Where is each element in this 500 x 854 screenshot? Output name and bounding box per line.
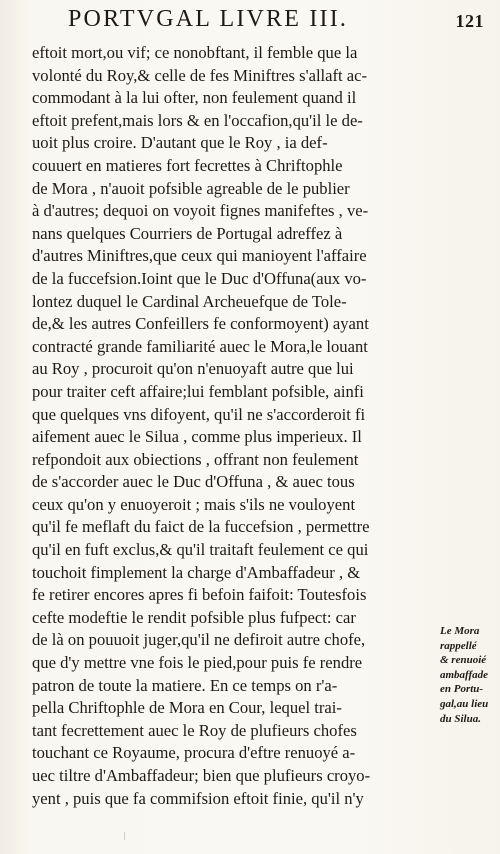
text-line: qu'il en fuft exclus,& qu'il traitaft feulement ce qui — [32, 540, 369, 560]
margin-note-line: en Portu- — [440, 683, 484, 696]
text-line: nans quelques Courriers de Portugal adreffez à — [32, 223, 343, 243]
text-line: fe retirer encores apres fi befoin faifoit: Toutesfois — [32, 585, 367, 605]
text-line: couuert en matieres fort fecrettes à Chriftophle — [32, 155, 343, 175]
text-line: aifement auec le Silua , comme plus imperieux. Il — [32, 427, 362, 447]
body-text — [32, 42, 432, 810]
text-line: d'autres Miniftres,que ceux qui manioyent l'affaire — [32, 246, 367, 266]
text-line: eftoit mort,ou vif; ce nonobftant, il femble que la — [32, 43, 358, 62]
page-header — [68, 6, 488, 36]
text-line: que quelques vns difoyent, qu'il ne s'accorderoit fi — [32, 404, 366, 424]
text-line: qu'il fe meflaft du faict de la fuccefsion , permettre — [32, 517, 370, 537]
text-line: volonté du Roy,& celle de fes Miniftres s'allaft ac- — [32, 65, 368, 85]
text-line: uec tiltre d'Ambaffadeur; bien que plufieurs croyo- — [32, 766, 371, 785]
text-line: de la fuccefsion.Ioint que le Duc d'Offuna(aux vo- — [32, 268, 367, 288]
text-line: cefte modeftie le rendit pofsible plus fufpect: car — [32, 607, 356, 627]
text-line: de là on pouuoit juger,qu'il ne defiroit autre chofe, — [32, 630, 366, 650]
text-line: pella Chriftophle de Mora en Cour, lequel trai- — [32, 698, 342, 718]
margin-note-line: ambaffade — [440, 668, 489, 681]
margin-note-line: Le Mora — [440, 625, 480, 637]
text-line: de,& les autres Confeillers fe conformoyent) ayant — [32, 314, 369, 334]
text-line: yent , puis que fa commifsion eftoit finie, qu'il n'y — [32, 788, 364, 808]
text-line: touchant ce Royaume, procura d'eftre renuoyé a- — [32, 743, 356, 763]
text-line: pour traiter ceft affaire;lui femblant pofsible, ainfi — [32, 381, 364, 401]
margin-note-line: gal,au lieu — [440, 697, 489, 710]
text-line: à d'autres; dequoi on voyoit fignes manifeftes , ve- — [32, 201, 369, 221]
paper-mark — [124, 832, 129, 840]
text-line: lontez duquel le Cardinal Archeuefque de Tole- — [32, 291, 347, 311]
running-title: PORTVGAL LIVRE III. — [68, 6, 349, 32]
text-line: contracté grande familiarité auec le Mora,le louant — [32, 336, 368, 356]
margin-note-line: & renuoié — [440, 654, 487, 667]
page-number: 121 — [455, 11, 484, 31]
margin-note-line: rappellé — [440, 639, 477, 652]
text-line: patron de toute la matiere. En ce temps on r'a- — [32, 675, 338, 695]
text-line: de Mora , n'auoit pofsible agreable de le publier — [32, 178, 350, 198]
text-line: refpondoit aux obiections , offrant non feulement — [32, 449, 359, 469]
text-line: touchoit fimplement la charge d'Ambaffadeur , & — [32, 562, 361, 582]
text-line: uoit plus croire. D'autant que le Roy , ia def- — [32, 133, 328, 153]
text-line: que d'y mettre vne fois le pied,pour puis fe rendre — [32, 653, 363, 673]
text-line: ceux qu'on y enuoyeroit ; mais s'ils ne vouloyent — [32, 494, 356, 514]
text-line: tant fecrettement auec le Roy de plufieurs chofes — [32, 720, 357, 740]
margin-note-line: du Silua. — [440, 712, 481, 725]
text-line: au Roy , procuroit qu'on n'enuoyaft autre que lui — [32, 359, 354, 379]
margin-note — [440, 624, 500, 726]
text-line: eftoit prefent,mais lors & en l'occafion,qu'il le de- — [32, 110, 363, 130]
text-line: commodant à la lui ofter, non feulement quand il — [32, 88, 357, 108]
text-line: de s'accorder auec le Duc d'Offuna , & auec tous — [32, 472, 355, 492]
